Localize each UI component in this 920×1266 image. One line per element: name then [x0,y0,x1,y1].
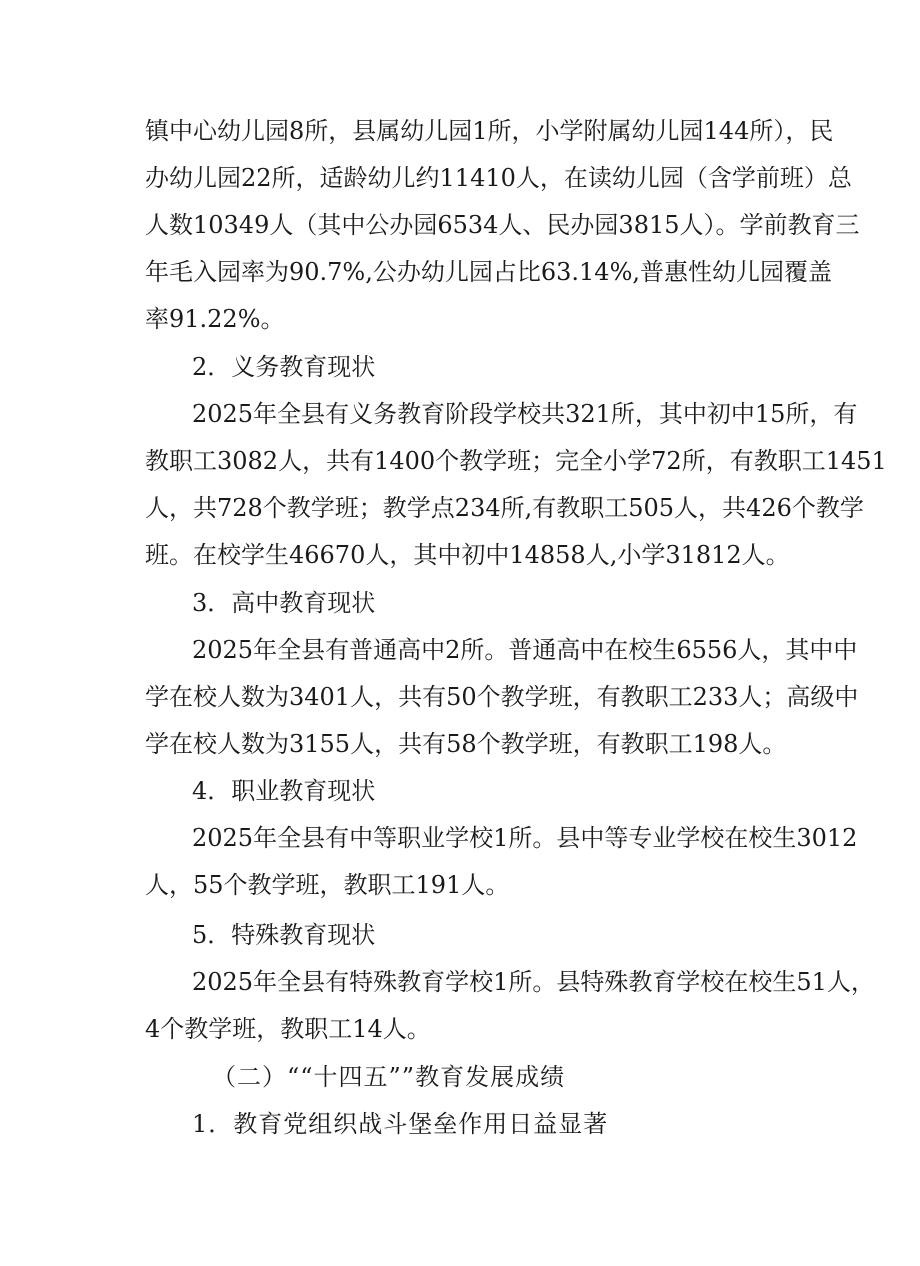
section-heading-special: 5．特殊教育现状 [192,921,376,949]
vocational-line-2: 人，55个教学班，教职工191人。 [145,871,510,899]
compulsory-line-1: 2025年全县有义务教育阶段学校共321所，其中初中15所，有 [192,400,858,428]
compulsory-line-4: 班。在校学生46670人，其中初中14858人,小学31812人。 [145,541,790,569]
subheading-party-organization: 1．教育党组织战斗堡垒作用日益显著 [192,1110,609,1138]
compulsory-line-2: 教职工3082人，共有1400个教学班；完全小学72所，有教职工1451 [145,447,887,475]
highschool-line-1: 2025年全县有普通高中2所。普通高中在校生6556人，其中中 [192,636,858,664]
special-line-2: 4个教学班，教职工14人。 [145,1015,431,1043]
vocational-line-1: 2025年全县有中等职业学校1所。县中等专业学校在校生3012 [192,824,858,852]
preschool-line-1: 镇中心幼儿园8所，县属幼儿园1所，小学附属幼儿园144所），民 [145,117,834,145]
preschool-line-3: 人数10349人（其中公办园6534人、民办园3815人）。学前教育三 [145,211,860,239]
preschool-line-5: 率91.22%。 [145,305,285,333]
preschool-line-2: 办幼儿园22所，适龄幼儿约11410人，在读幼儿园（含学前班）总 [145,164,852,192]
special-line-1: 2025年全县有特殊教育学校1所。县特殊教育学校在校生51人， [192,968,875,996]
section-heading-highschool: 3．高中教育现状 [192,589,376,617]
highschool-line-2: 学在校人数为3401人，共有50个教学班，有教职工233人；高级中 [145,683,859,711]
section-heading-vocational: 4．职业教育现状 [192,777,376,805]
section-heading-achievements: （二）““十四五””教育发展成绩 [212,1063,566,1091]
highschool-line-3: 学在校人数为3155人，共有58个教学班，有教职工198人。 [145,730,787,758]
preschool-line-4: 年毛入园率为90.7%,公办幼儿园占比63.14%,普惠性幼儿园覆盖 [145,258,833,286]
compulsory-line-3: 人，共728个教学班；教学点234所,有教职工505人，共426个教学 [145,494,864,522]
section-heading-compulsory: 2．义务教育现状 [192,353,376,381]
